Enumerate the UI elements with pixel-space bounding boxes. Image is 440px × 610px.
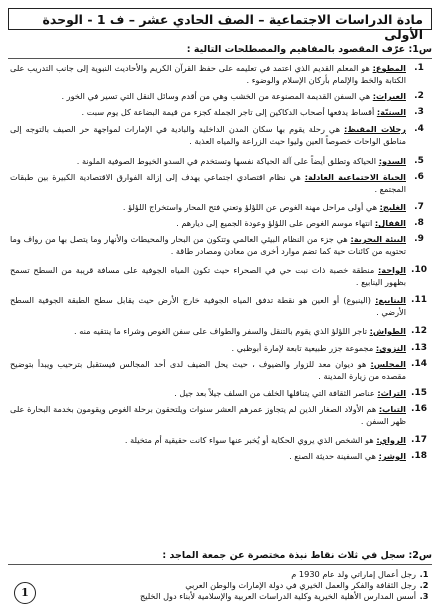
definition-item (8, 342, 432, 358)
term: الطواش: (369, 326, 406, 336)
item-number: 7. (414, 202, 424, 212)
item-number: 15. (411, 388, 427, 398)
definition-item (8, 264, 432, 294)
definition-item (8, 358, 432, 387)
definition-item (8, 325, 432, 342)
definition-item (8, 90, 432, 106)
term: السدو: (378, 156, 406, 166)
definition-text: هم الأولاد الصغار الذين لم يتجاوز عمرهم العشر سنوات ويلتحقون برحلة الغوص ويقومون بخدمة البحارة على ظهر السفن . (10, 404, 406, 426)
term: السنيّة: (376, 107, 406, 117)
item-number: 6. (414, 172, 424, 182)
definition-item (8, 62, 432, 90)
item-number: 5. (414, 156, 424, 166)
definition-text: الحياكة وتطلق أيضاً على آلة الحياكة نفسها وتستخدم في السدو الخيوط الصوفية الملونة . (76, 156, 379, 166)
answer-number: 1. (419, 569, 429, 579)
definition-item (8, 123, 432, 155)
definitions-list (8, 62, 432, 464)
definition-text: منطقة خصبة ذات نبت حي في الصحراء حيث تكون المياه الجوفية على مسافة قريبة من السطح تسمح بظهور الينابيع . (10, 265, 406, 287)
definition-text: هي السفن القديمة المصنوعة من الخشب وهي من أقدم وسائل النقل التي تسير في الخور . (61, 91, 373, 101)
definition-item (8, 387, 432, 403)
item-number: 10. (411, 265, 427, 275)
definition-item (8, 201, 432, 217)
term: العبرات: (372, 91, 406, 101)
term: التراث: (377, 388, 406, 398)
item-number: 11. (411, 295, 427, 305)
definition-text: هي جزء من النظام البيئي العالمي وتتكون من البحار والمحيطات والأنهار وما يتصل بها من رواف وما تحتويه من كائنات حية كما تضم موارد أخرى من معادن ومصادر طاقة . (10, 234, 406, 256)
definition-item (8, 434, 432, 450)
definition-text: انتهاء موسم الغوص على اللؤلؤ وعودة الجميع إلى ديارهم . (176, 218, 375, 228)
answer-item (8, 569, 432, 580)
answer-item (8, 580, 432, 591)
term: رحلات المقيظ: (344, 124, 406, 134)
definition-text: هي أولى مراحل مهنة الغوص عن اللؤلؤ وتعني فتح المحار واستخراج اللؤلؤ . (122, 202, 380, 212)
term: الحياة الاجتماعية العادلة: (304, 172, 406, 182)
definition-text: هي السفينة حديثة الصنع . (289, 451, 379, 461)
answer-text: رجل أعمال إماراتي ولد عام 1930 م (291, 569, 416, 579)
definition-item (8, 171, 432, 201)
definition-text: هي نظام اقتصادي اجتماعي يهدف إلى إزالة الفوارق الاقتصادية الكبيرة بين طبقات المجتمع . (10, 172, 406, 194)
definition-item (8, 155, 432, 171)
definition-text: عناصر الثقافة التي يتناقلها الخلف من السلف جيلاً بعد جيل . (174, 388, 378, 398)
definition-item (8, 217, 432, 233)
item-number: 2. (414, 91, 424, 101)
item-number: 3. (414, 107, 424, 117)
term: الينابيع: (375, 295, 406, 305)
item-number: 16. (411, 404, 427, 414)
definition-item (8, 233, 432, 264)
page-number: 1 (14, 582, 36, 604)
term: النزوى: (375, 343, 406, 353)
term: البيئة البحرية: (350, 234, 406, 244)
term: القفال: (374, 218, 406, 228)
item-number: 18. (411, 451, 427, 461)
term: الوشر: (378, 451, 406, 461)
item-number: 9. (414, 234, 424, 244)
item-number: 17. (411, 435, 427, 445)
definition-text: (الينبوع) أو العين هو نقطة تدفق المياه الجوفية خارج الأرض حيث يقابل سطح الطبقة الجوفية السطح الأرضي . (10, 295, 406, 317)
definition-item (8, 106, 432, 123)
term: الواحة: (378, 265, 406, 275)
answer-text: أسس المدارس الأهلية الخيرية وكلية الدراسات العربية والإسلامية لأبناء دول الخليج (139, 591, 416, 601)
answer-number: 2. (419, 580, 429, 590)
section2-heading: س2: سجل في ثلاث نقاط نبذة مختصرة عن جمعة الماجد : (8, 550, 432, 565)
definition-item (8, 450, 432, 464)
item-number: 1. (414, 63, 424, 73)
item-number: 8. (414, 218, 424, 228)
definition-text: هي رحلة يقوم بها سكان المدن الداخلية والبادية في الإمارات لمواجهة حر الصيف بالتوجه إلى مناطق الواحات خصوصاً العين وليوا حيث الزراعة والمياه العذبة . (10, 124, 406, 146)
item-number: 4. (414, 124, 424, 134)
definition-item (8, 294, 432, 325)
answer-text: رجل الثقافة والفكر والعمل الخيري في دولة الإمارات والوطن العربي (185, 580, 416, 590)
definition-text: تاجر اللؤلؤ الذي يقوم بالتنقل والسفر والطواف على سفن الغوص وشراء ما ينتقيه منه . (74, 326, 370, 336)
term: الغليج: (379, 202, 406, 212)
item-number: 13. (411, 343, 427, 353)
definition-text: هو المعلم القديم الذي اعتمد في تعليمه على حفظ القرآن الكريم والأحاديث النبوية إلى جانب التدريب على الكتابة والخط والإلمام بأركان الإسلام والوضوء . (10, 63, 406, 85)
definition-text: هو الشخص الذي يروي الحكاية أو يُخبر عنها سواء كانت حقيقية أم متخيلة . (124, 435, 377, 445)
term: التباب: (378, 404, 406, 414)
answer-item (8, 591, 432, 602)
definition-text: مجموعة جزر طبيعية تابعة لإمارة أبوظبي . (231, 343, 376, 353)
definition-item (8, 403, 432, 434)
term: المطوع: (372, 63, 406, 73)
answers-list (8, 569, 432, 602)
item-number: 12. (411, 326, 427, 336)
term: الرواي: (376, 435, 406, 445)
definition-text: هو ديوان معد للزوار والضيوف ، حيث يحل الضيف لدى أحد المجالس فيستقبل بترحيب ويبدأ بتوضيح مقصده من زيارة المدينة . (10, 359, 406, 381)
page-title: مادة الدراسات الاجتماعية – الصف الحادي عشر – ف 1 - الوحدة الأولى (8, 8, 432, 30)
item-number: 14. (411, 359, 427, 369)
section1-heading: س1: عرّف المقصود بالمفاهيم والمصطلحات التالية : (8, 44, 432, 59)
answer-number: 3. (419, 591, 429, 601)
term: المجلس: (370, 359, 406, 369)
definition-text: أقساط يدفعها أصحاب الدكاكين إلى تاجر الجملة كجزء من قيمة البضاعة كل يوم سبت . (81, 107, 377, 117)
